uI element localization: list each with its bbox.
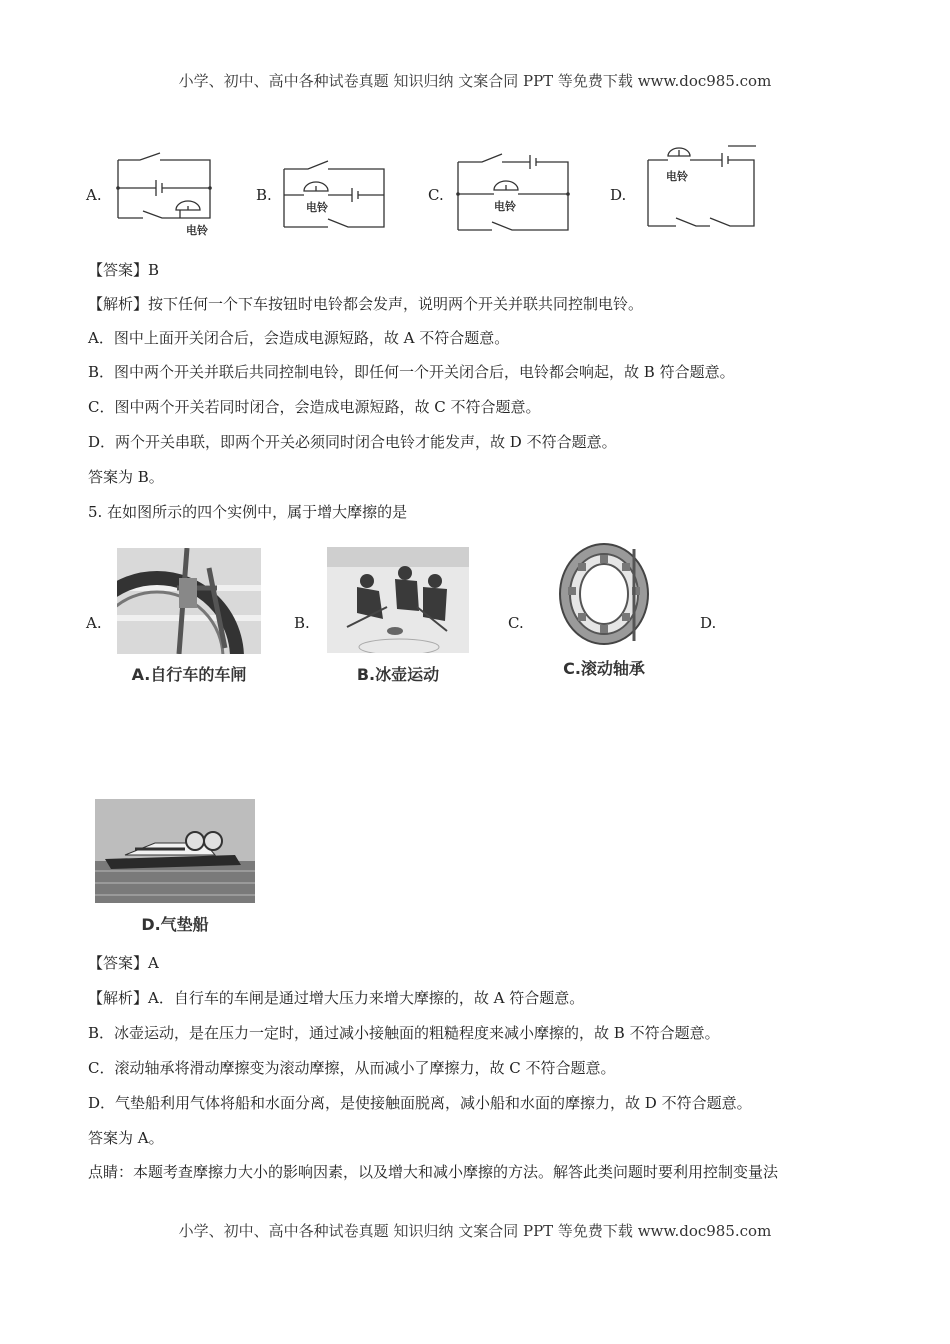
page-footer: 小学、初中、高中各种试卷真题 知识归纳 文案合同 PPT 等免费下载 www.doc985.com [178, 1222, 772, 1240]
q4-circuit-a [110, 148, 220, 238]
q5-caption-b: B.冰壶运动 [356, 665, 440, 684]
q4-analysis-0: 【解析】按下任何一个下车按钮时电铃都会发声，说明两个开关并联共同控制电铃。 [88, 295, 644, 313]
q5-analysis-0: 【解析】A．自行车的车闸是通过增大压力来增大摩擦的，故 A 符合题意。 [88, 989, 585, 1007]
q4-analysis-1: A．图中上面开关闭合后，会造成电源短路，故 A 不符合题意。 [88, 329, 510, 347]
q4-answer: 【答案】B [88, 261, 160, 279]
q4-b-bell-label: 电铃 [306, 201, 328, 214]
q5-analysis-2: C．滚动轴承将滑动摩擦变为滚动摩擦，从而减小了摩擦力，故 C 不符合题意。 [88, 1059, 616, 1077]
q4-option-d-label: D. [610, 186, 627, 204]
q5-option-c-label: C. [508, 614, 524, 632]
q4-option-a-label: A. [86, 186, 102, 204]
q5-caption-a: A.自行车的车闸 [131, 665, 247, 684]
curling-photo [327, 547, 469, 653]
q4-circuit-c [452, 150, 572, 234]
q4-analysis-5: 答案为 B。 [88, 468, 164, 486]
q4-d-bell-label: 电铃 [666, 170, 688, 183]
q5-answer: 【答案】A [88, 954, 159, 972]
hovercraft-photo [95, 799, 255, 903]
q5-caption-d: D.气垫船 [141, 915, 209, 934]
q5-option-a-label: A. [86, 614, 102, 632]
q4-c-bell-label: 电铃 [494, 200, 516, 213]
bicycle-brake-photo [117, 548, 261, 654]
q5-analysis-3: D．气垫船利用气体将船和水面分离，是使接触面脱离，减小船和水面的摩擦力，故 D 不符合题意。 [88, 1094, 752, 1112]
q4-a-bell-label: 电铃 [186, 224, 208, 237]
q4-option-b-label: B. [256, 186, 272, 204]
q4-option-c-label: C. [428, 186, 444, 204]
q5-option-b-label: B. [294, 614, 310, 632]
q5-caption-c: C.滚动轴承 [563, 659, 645, 678]
q5-analysis-4: 答案为 A。 [88, 1129, 164, 1147]
q5-question: 5. 在如图所示的四个实例中，属于增大摩擦的是 [88, 503, 408, 521]
q5-analysis-5: 点睛：本题考查摩擦力大小的影响因素，以及增大和减小摩擦的方法。解答此类问题时要利用控制变量法 [88, 1163, 779, 1181]
q5-option-d-label: D. [700, 614, 717, 632]
page-header: 小学、初中、高中各种试卷真题 知识归纳 文案合同 PPT 等免费下载 www.doc985.com [178, 72, 772, 90]
q4-circuit-b [280, 155, 390, 235]
q4-analysis-2: B．图中两个开关并联后共同控制电铃，即任何一个开关闭合后，电铃都会响起，故 B 符合题意。 [88, 363, 735, 381]
q5-analysis-1: B．冰壶运动，是在压力一定时，通过减小接触面的粗糙程度来减小摩擦的，故 B 不符合题意。 [88, 1024, 720, 1042]
q4-analysis-3: C．图中两个开关若同时闭合，会造成电源短路，故 C 不符合题意。 [88, 398, 541, 416]
roller-bearing-photo [548, 537, 660, 651]
q4-analysis-4: D．两个开关串联，即两个开关必须同时闭合电铃才能发声，故 D 不符合题意。 [88, 433, 617, 451]
q4-circuit-d [640, 136, 764, 232]
